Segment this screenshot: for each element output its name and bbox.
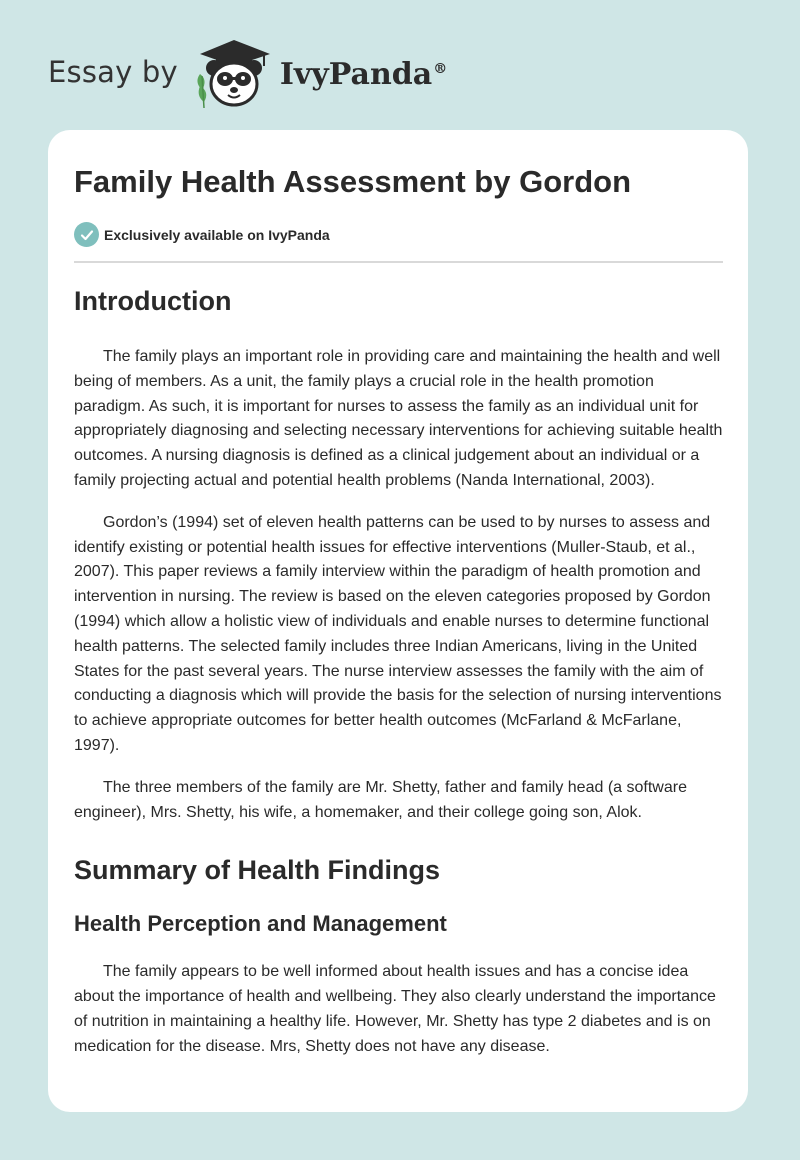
title-divider [74, 261, 723, 263]
paragraph: The three members of the family are Mr. Shetty, father and family head (a software engineer), Mrs. Shetty, his wife, a homemaker, and their college going son, Alok. [74, 778, 687, 821]
panda-logo-icon[interactable] [192, 32, 276, 112]
paragraph: Gordon’s (1994) set of eleven health patterns can be used to by nurses to assess and identify existing or potential health issues for effective interventions (Muller-Staub, et al., 2007). This paper reviews a family interview within the paradigm of health promotion and intervention in nursing. The review is based on the eleven categories proposed by Gordon (1994) which allow a holistic view of individuals and enable nurses to determine functional health patterns. The selected family includes three Indian Americans, living in the United States for the past several years. The nurse interview assesses the family with the aim of conducting a diagnosis which will provide the basis for the selection of nursing interventions to achieve appropriate outcomes for better health outcomes (McFarland & McFarlane, 1997). [74, 513, 722, 754]
brand-prefix: Essay by [48, 55, 178, 89]
brand-name-text: IvyPanda [279, 56, 433, 92]
check-circle-icon [74, 222, 99, 247]
article-card [48, 130, 748, 1112]
section-heading-introduction: Introduction [74, 286, 232, 316]
paragraph: The family appears to be well informed about health issues and has a concise idea about the importance of health and wellbeing. They also clearly understand the importance of nutrition in maintaining a healthy life. However, Mr. Shetty has type 2 diabetes and is on medication for the disease. Mrs, Shetty does not have any disease. [74, 963, 716, 1055]
exclusive-badge [74, 222, 330, 247]
subsection-heading-health-perception: Health Perception and Management [74, 911, 447, 937]
article-body [74, 281, 723, 1060]
section-heading-summary: Summary of Health Findings [74, 855, 441, 886]
brand-name[interactable] [280, 57, 447, 92]
site-header [48, 32, 447, 112]
leaf-icon [197, 74, 206, 108]
badge-text: Exclusively available on IvyPanda [104, 226, 330, 243]
article-title: Family Health Assessment by Gordon [74, 164, 632, 199]
registered-mark: ® [433, 60, 448, 77]
paragraph: The family plays an important role in providing care and maintaining the health and well being of members. As a unit, the family plays a crucial role in the health promotion paradigm. As such, it is important for nurses to assess the family as an individual unit for appropriately diagnosing and selecting necessary interventions for achieving suitable health outcomes. A nursing diagnosis is defined as a clinical judgement about an individual or a family projecting actual and potential health problems (Nanda International, 2003). [74, 348, 723, 489]
